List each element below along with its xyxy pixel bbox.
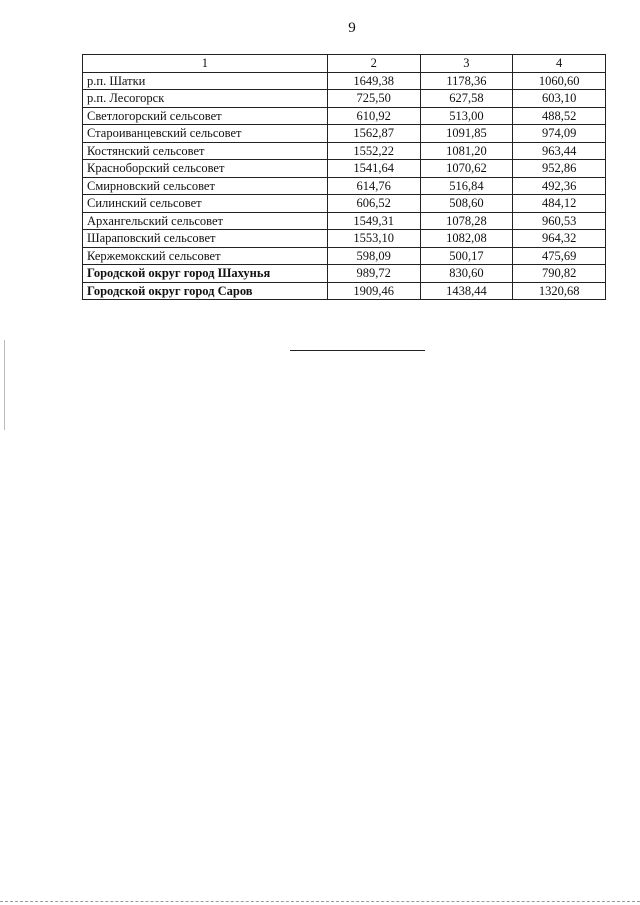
row-value-col4: 1060,60: [513, 72, 606, 90]
row-name-cell: Светлогорский сельсовет: [83, 107, 328, 125]
table-row: [83, 125, 606, 143]
row-value-col3: 1438,44: [420, 282, 513, 300]
row-value-col2: 1909,46: [327, 282, 420, 300]
table-row: [83, 247, 606, 265]
scan-bottom-edge: [0, 901, 640, 902]
row-value-col2: 725,50: [327, 90, 420, 108]
row-value-col2: 1562,87: [327, 125, 420, 143]
row-value-col4: 974,09: [513, 125, 606, 143]
row-value-col4: 1320,68: [513, 282, 606, 300]
row-value-col3: 513,00: [420, 107, 513, 125]
table-row: [83, 90, 606, 108]
page-number: 9: [348, 20, 356, 36]
row-value-col3: 500,17: [420, 247, 513, 265]
end-of-table-rule: [290, 350, 425, 351]
row-value-col2: 614,76: [327, 177, 420, 195]
row-name-cell: Городской округ город Саров: [83, 282, 328, 300]
row-name-cell: Силинский сельсовет: [83, 195, 328, 213]
header-cell-4: 4: [513, 55, 606, 73]
row-value-col3: 1081,20: [420, 142, 513, 160]
table-row: [83, 195, 606, 213]
header-cell-3: 3: [420, 55, 513, 73]
row-value-col4: 484,12: [513, 195, 606, 213]
table-row: [83, 107, 606, 125]
row-name-cell: Кержемокский сельсовет: [83, 247, 328, 265]
table-row: [83, 230, 606, 248]
row-value-col3: 1178,36: [420, 72, 513, 90]
table-body: [83, 55, 606, 300]
row-value-col2: 606,52: [327, 195, 420, 213]
table-row: [83, 177, 606, 195]
data-table: [82, 54, 606, 300]
table-header-row: [83, 55, 606, 73]
row-value-col4: 488,52: [513, 107, 606, 125]
row-name-cell: Городской округ город Шахунья: [83, 265, 328, 283]
table-row: [83, 282, 606, 300]
row-value-col4: 790,82: [513, 265, 606, 283]
row-value-col2: 598,09: [327, 247, 420, 265]
table-row: [83, 160, 606, 178]
row-value-col3: 1070,62: [420, 160, 513, 178]
row-value-col4: 964,32: [513, 230, 606, 248]
row-name-cell: Шараповский сельсовет: [83, 230, 328, 248]
table-row: [83, 212, 606, 230]
row-value-col3: 516,84: [420, 177, 513, 195]
table-row: [83, 72, 606, 90]
row-value-col2: 1552,22: [327, 142, 420, 160]
row-name-cell: Архангельский сельсовет: [83, 212, 328, 230]
row-name-cell: р.п. Лесогорск: [83, 90, 328, 108]
row-value-col3: 1091,85: [420, 125, 513, 143]
row-value-col4: 492,36: [513, 177, 606, 195]
row-value-col2: 989,72: [327, 265, 420, 283]
row-value-col4: 952,86: [513, 160, 606, 178]
scan-margin-mark: [4, 340, 5, 430]
header-cell-2: 2: [327, 55, 420, 73]
row-value-col3: 830,60: [420, 265, 513, 283]
row-name-cell: Смирновский сельсовет: [83, 177, 328, 195]
row-value-col3: 1078,28: [420, 212, 513, 230]
row-value-col3: 627,58: [420, 90, 513, 108]
row-value-col2: 1553,10: [327, 230, 420, 248]
row-name-cell: Староиванцевский сельсовет: [83, 125, 328, 143]
row-value-col2: 1649,38: [327, 72, 420, 90]
row-name-cell: Костянский сельсовет: [83, 142, 328, 160]
table-row: [83, 265, 606, 283]
table-row: [83, 142, 606, 160]
header-cell-1: 1: [83, 55, 328, 73]
row-value-col3: 1082,08: [420, 230, 513, 248]
row-name-cell: р.п. Шатки: [83, 72, 328, 90]
row-value-col2: 1541,64: [327, 160, 420, 178]
row-value-col4: 960,53: [513, 212, 606, 230]
row-value-col4: 963,44: [513, 142, 606, 160]
row-value-col2: 610,92: [327, 107, 420, 125]
row-value-col4: 603,10: [513, 90, 606, 108]
row-value-col3: 508,60: [420, 195, 513, 213]
row-name-cell: Красноборский сельсовет: [83, 160, 328, 178]
row-value-col2: 1549,31: [327, 212, 420, 230]
row-value-col4: 475,69: [513, 247, 606, 265]
